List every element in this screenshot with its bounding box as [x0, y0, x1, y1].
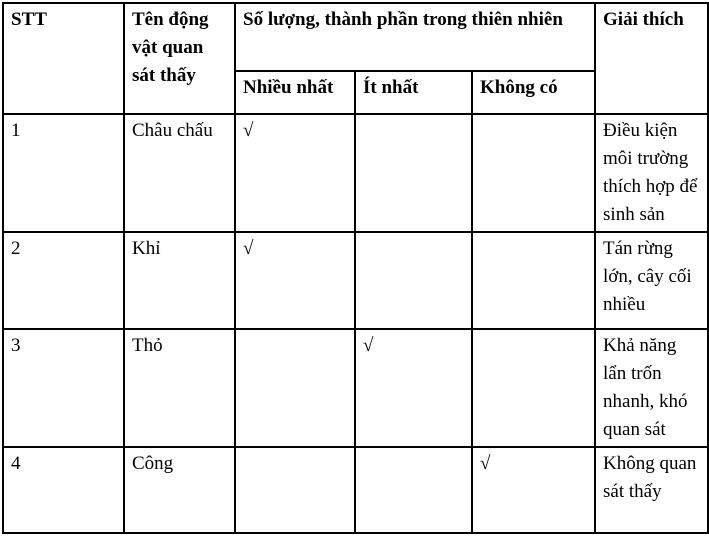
header-stt: STT — [3, 3, 124, 114]
table-row — [3, 114, 708, 232]
cell-mark-least — [355, 114, 472, 232]
cell-mark-most: √ — [235, 114, 355, 232]
observation-table — [2, 2, 709, 534]
table-row — [3, 447, 708, 533]
cell-stt: 1 — [3, 114, 124, 232]
cell-explanation: Không quan sát thấy — [595, 447, 708, 533]
cell-explanation: Điều kiện môi trường thích hợp để sinh sản — [595, 114, 708, 232]
cell-animal-name: Châu chấu — [124, 114, 235, 232]
cell-mark-most — [235, 447, 355, 533]
header-least: Ít nhất — [355, 71, 472, 114]
cell-mark-none — [472, 232, 595, 329]
cell-stt: 4 — [3, 447, 124, 533]
cell-animal-name: Khỉ — [124, 232, 235, 329]
cell-explanation: Tán rừng lớn, cây cối nhiều — [595, 232, 708, 329]
cell-animal-name: Công — [124, 447, 235, 533]
cell-mark-none — [472, 329, 595, 447]
cell-mark-none: √ — [472, 447, 595, 533]
cell-mark-least — [355, 232, 472, 329]
table-row — [3, 329, 708, 447]
cell-mark-most — [235, 329, 355, 447]
cell-mark-none — [472, 114, 595, 232]
header-animal-name: Tên động vật quan sát thấy — [124, 3, 235, 114]
cell-mark-most: √ — [235, 232, 355, 329]
cell-animal-name: Thỏ — [124, 329, 235, 447]
cell-mark-least — [355, 447, 472, 533]
document-page — [0, 2, 709, 536]
cell-explanation: Khả năng lẩn trốn nhanh, khó quan sát — [595, 329, 708, 447]
header-row-top — [3, 3, 708, 71]
cell-mark-least: √ — [355, 329, 472, 447]
cell-stt: 2 — [3, 232, 124, 329]
header-explanation: Giải thích — [595, 3, 708, 114]
header-most: Nhiều nhất — [235, 71, 355, 114]
header-none: Không có — [472, 71, 595, 114]
header-quantity-group: Số lượng, thành phần trong thiên nhiên — [235, 3, 595, 71]
cell-stt: 3 — [3, 329, 124, 447]
table-row — [3, 232, 708, 329]
